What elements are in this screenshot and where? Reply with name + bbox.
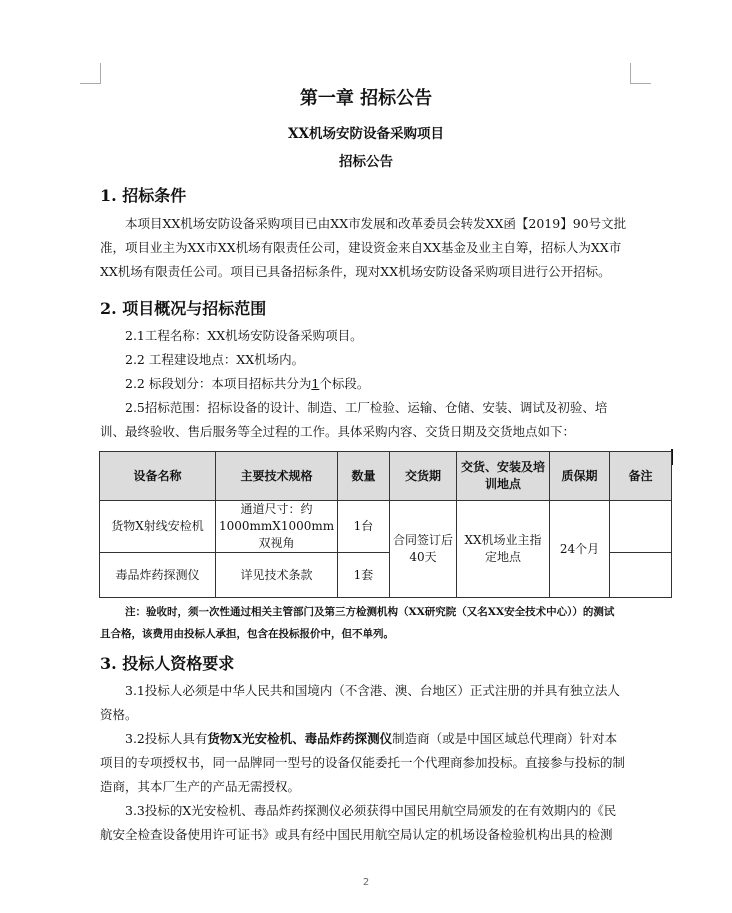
header-location: 交货、安装及培训地点	[457, 452, 550, 501]
note-line: 注：验收时，须一次性通过相关主管部门及第三方检测机构（XX研究院（又名XX安全技术中心））的测试	[125, 606, 615, 618]
section1-line: XX机场有限责任公司。项目已具备招标条件，现对XX机场安防设备采购项目进行公开招标。	[100, 264, 611, 279]
cell-remark	[610, 553, 672, 598]
project-title: XX机场安防设备采购项目	[288, 126, 444, 142]
section2-heading: 2. 项目概况与招标范围	[100, 299, 267, 318]
cell-device-name: 毒品炸药探测仪	[100, 553, 216, 598]
header-delivery: 交货期	[390, 452, 457, 501]
section2-items	[100, 324, 630, 444]
section1-paragraph	[100, 212, 630, 284]
table-header-row	[100, 452, 672, 501]
project-location-item: 2.2 工程建设地点：XX机场内。	[125, 352, 305, 367]
header-remark: 备注	[610, 452, 672, 501]
margin-corner-mark-left	[80, 63, 101, 84]
lot-division-item: 2.2 标段划分：本项目招标共分为1个标段。	[125, 376, 370, 391]
cell-quantity: 1套	[338, 553, 390, 598]
header-device-name: 设备名称	[100, 452, 216, 501]
table-row	[100, 501, 672, 553]
qualification-line: 资格。	[100, 707, 138, 722]
section1-heading: 1. 招标条件	[100, 186, 187, 205]
procurement-table	[99, 451, 672, 598]
chapter-title: 第一章 招标公告	[299, 88, 433, 109]
cell-remark	[610, 501, 672, 553]
qualification-line: 3.2投标人具有货物X光安检机、毒品炸药探测仪制造商（或是中国区域总代理商）针对本	[125, 731, 618, 746]
table-note	[100, 601, 640, 645]
qualification-line: 3.3投标的X光安检机、毒品炸药探测仪必须获得中国民用航空局颁发的在有效期内的《民	[125, 803, 617, 818]
project-name-item: 2.1工程名称：XX机场安防设备采购项目。	[125, 328, 363, 343]
qualification-line: 航安全检查设备使用许可证书》或具有经中国民用航空局认定的机场设备检验机构出具的检测	[100, 827, 613, 842]
header-warranty: 质保期	[550, 452, 610, 501]
note-line: 且合格，该费用由投标人承担，包含在投标报价中，但不单列。	[100, 628, 394, 640]
cell-spec: 通道尺寸：约1000mmX1000mm双视角	[216, 501, 338, 553]
cell-device-name: 货物X射线安检机	[100, 501, 216, 553]
qualification-line: 项目的专项授权书，同一品牌同一型号的设备仅能委托一个代理商参加投标。直接参与投标的制	[100, 755, 626, 770]
scope-item-line: 训、最终验收、售后服务等全过程的工作。具体采购内容、交货日期及交货地点如下：	[100, 424, 576, 439]
section1-line: 本项目XX机场安防设备采购项目已由XX市发展和改革委员会转发XX函【2019】90号文批	[125, 216, 627, 231]
cell-delivery: 合同签订后40天	[390, 501, 457, 598]
qualification-line: 造商，其本厂生产的产品无需授权。	[100, 779, 301, 794]
notice-title: 招标公告	[339, 154, 393, 170]
header-quantity: 数量	[338, 452, 390, 501]
cell-quantity: 1台	[338, 501, 390, 553]
page-number: 2	[362, 877, 370, 888]
margin-corner-mark-right	[630, 63, 651, 84]
section3-paragraphs	[100, 679, 630, 847]
cell-location: XX机场业主指定地点	[457, 501, 550, 598]
section3-heading: 3. 投标人资格要求	[100, 654, 235, 673]
lot-count: 1	[311, 376, 320, 391]
bold-devices: 货物X光安检机、毒品炸药探测仪	[207, 731, 393, 746]
cell-spec: 详见技术条款	[216, 553, 338, 598]
qualification-line: 3.1投标人必须是中华人民共和国境内（不含港、澳、台地区）正式注册的并具有独立法人	[125, 683, 620, 698]
header-spec: 主要技术规格	[216, 452, 338, 501]
scope-item-line: 2.5招标范围：招标设备的设计、制造、工厂检验、运输、仓储、安装、调试及初验、培	[125, 400, 608, 415]
section1-line: 准，项目业主为XX市XX机场有限责任公司，建设资金来自XX基金及业主自筹，招标人为XX市	[100, 240, 622, 255]
cell-warranty: 24个月	[550, 501, 610, 598]
